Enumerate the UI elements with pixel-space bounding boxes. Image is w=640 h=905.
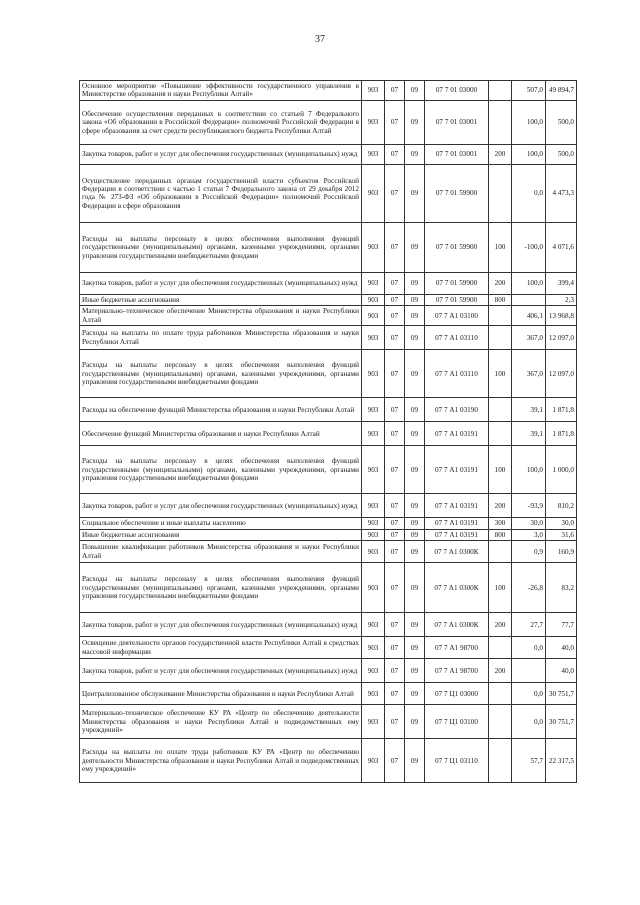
cell-total-amount: 49 894,7	[546, 81, 577, 101]
cell-ministry-code: 903	[362, 306, 385, 326]
cell-name: Централизованное обслуживание Министерства образования и науки Республики Алтай	[80, 683, 362, 705]
cell-subsection: 09	[405, 422, 425, 446]
cell-ministry-code: 903	[362, 494, 385, 518]
table-row	[80, 81, 577, 101]
cell-section: 07	[385, 518, 405, 529]
cell-subsection: 09	[405, 739, 425, 783]
cell-section: 07	[385, 422, 405, 446]
cell-section: 07	[385, 350, 405, 398]
cell-ministry-code: 903	[362, 739, 385, 783]
cell-subsection: 09	[405, 350, 425, 398]
cell-change-amount: 367,0	[512, 350, 546, 398]
cell-total-amount: 31,6	[546, 529, 577, 540]
cell-ministry-code: 903	[362, 705, 385, 739]
cell-section: 07	[385, 683, 405, 705]
table-row	[80, 222, 577, 272]
cell-target-article: 07 7 А1 03110	[425, 326, 489, 350]
budget-table-body	[80, 81, 577, 783]
cell-ministry-code: 903	[362, 164, 385, 222]
cell-total-amount: 1 000,0	[546, 446, 577, 494]
cell-section: 07	[385, 100, 405, 144]
table-row	[80, 446, 577, 494]
cell-section: 07	[385, 222, 405, 272]
cell-expense-type	[489, 306, 512, 326]
table-row	[80, 306, 577, 326]
cell-section: 07	[385, 306, 405, 326]
cell-section: 07	[385, 563, 405, 613]
cell-target-article: 07 7 01 03001	[425, 144, 489, 164]
table-row	[80, 613, 577, 637]
cell-change-amount: 27,7	[512, 613, 546, 637]
cell-target-article: 07 7 А1 98700	[425, 637, 489, 659]
cell-section: 07	[385, 272, 405, 294]
cell-target-article: 07 7 А1 03191	[425, 518, 489, 529]
cell-expense-type	[489, 326, 512, 350]
cell-target-article: 07 7 01 03000	[425, 81, 489, 101]
cell-expense-type	[489, 739, 512, 783]
cell-ministry-code: 903	[362, 518, 385, 529]
cell-target-article: 07 7 А1 03191	[425, 446, 489, 494]
cell-change-amount	[512, 659, 546, 683]
page-number: 37	[315, 34, 325, 45]
table-row	[80, 705, 577, 739]
cell-change-amount: 367,0	[512, 326, 546, 350]
cell-change-amount: 406,1	[512, 306, 546, 326]
cell-total-amount: 40,0	[546, 659, 577, 683]
cell-target-article: 07 7 01 59900	[425, 164, 489, 222]
cell-ministry-code: 903	[362, 81, 385, 101]
cell-subsection: 09	[405, 100, 425, 144]
cell-ministry-code: 903	[362, 613, 385, 637]
cell-total-amount: 12 097,0	[546, 326, 577, 350]
cell-ministry-code: 903	[362, 350, 385, 398]
cell-total-amount: 30,0	[546, 518, 577, 529]
cell-total-amount: 2,3	[546, 294, 577, 305]
cell-ministry-code: 903	[362, 683, 385, 705]
cell-section: 07	[385, 144, 405, 164]
cell-name: Осуществление переданных органам государственной власти субъектов Российской Федерации в соответствии с частью 1 статьи 7 Федерального закона от 29 декабря 2012 года № 273-ФЗ «Об образовании в Российской Федерации» полномочий Российской Федерации в сфере образования	[80, 164, 362, 222]
cell-name: Освещение деятельности органов государственной власти Республики Алтай в средствах массовой информации	[80, 637, 362, 659]
cell-subsection: 09	[405, 494, 425, 518]
table-row	[80, 144, 577, 164]
cell-expense-type	[489, 422, 512, 446]
cell-name: Расходы на выплаты персоналу в целях обеспечения выполнения функций государственными (муниципальными) органами, казенными учреждениями, органами управления государственными внебюджетными фондами	[80, 222, 362, 272]
cell-name: Расходы на обеспечение функций Министерства образования и науки Республики Алтай	[80, 398, 362, 422]
cell-change-amount: 0,0	[512, 683, 546, 705]
cell-target-article: 07 7 01 03001	[425, 100, 489, 144]
cell-name: Расходы на выплаты персоналу в целях обеспечения выполнения функций государственными (муниципальными) органами, казенными учреждениями, органами управления государственными внебюджетными фондами	[80, 446, 362, 494]
table-row	[80, 164, 577, 222]
table-row	[80, 518, 577, 529]
cell-ministry-code: 903	[362, 398, 385, 422]
cell-expense-type: 100	[489, 563, 512, 613]
cell-name: Расходы на выплаты по оплате труда работников КУ РА «Центр по обеспечению деятельности Министерства образования и науки Республики Алтай и подведомственных ему учреждений»	[80, 739, 362, 783]
cell-expense-type: 100	[489, 446, 512, 494]
cell-name: Расходы на выплаты персоналу в целях обеспечения выполнения функций государственными (муниципальными) органами, казенными учреждениями, органами управления государственными внебюджетными фондами	[80, 563, 362, 613]
table-row	[80, 563, 577, 613]
cell-ministry-code: 903	[362, 659, 385, 683]
cell-subsection: 09	[405, 144, 425, 164]
cell-total-amount: 1 871,8	[546, 422, 577, 446]
cell-target-article: 07 7 А1 03191	[425, 529, 489, 540]
cell-subsection: 09	[405, 81, 425, 101]
cell-total-amount: 500,0	[546, 144, 577, 164]
cell-subsection: 09	[405, 637, 425, 659]
cell-section: 07	[385, 659, 405, 683]
cell-change-amount	[512, 294, 546, 305]
table-row	[80, 637, 577, 659]
cell-total-amount: 83,2	[546, 563, 577, 613]
cell-section: 07	[385, 81, 405, 101]
cell-expense-type: 200	[489, 613, 512, 637]
cell-expense-type: 100	[489, 350, 512, 398]
cell-target-article: 07 7 А1 03191	[425, 494, 489, 518]
cell-total-amount: 810,2	[546, 494, 577, 518]
cell-section: 07	[385, 164, 405, 222]
cell-name: Закупка товаров, работ и услуг для обеспечения государственных (муниципальных) нужд	[80, 659, 362, 683]
cell-section: 07	[385, 705, 405, 739]
cell-expense-type: 200	[489, 144, 512, 164]
cell-change-amount: 100,0	[512, 144, 546, 164]
cell-change-amount: 39,1	[512, 422, 546, 446]
cell-expense-type	[489, 705, 512, 739]
cell-section: 07	[385, 637, 405, 659]
cell-change-amount: 3,0	[512, 529, 546, 540]
cell-change-amount: 30,0	[512, 518, 546, 529]
cell-section: 07	[385, 446, 405, 494]
cell-target-article: 07 7 А1 03190	[425, 398, 489, 422]
cell-change-amount: 100,0	[512, 446, 546, 494]
cell-expense-type	[489, 398, 512, 422]
cell-ministry-code: 903	[362, 222, 385, 272]
cell-subsection: 09	[405, 306, 425, 326]
cell-name: Основное мероприятие «Повышение эффективности государственного управления в Министерстве образования и науки Республики Алтай»	[80, 81, 362, 101]
cell-section: 07	[385, 613, 405, 637]
cell-subsection: 09	[405, 683, 425, 705]
cell-name: Повышение квалификации работников Министерства образования и науки Республики Алтай	[80, 541, 362, 563]
cell-subsection: 09	[405, 659, 425, 683]
cell-expense-type	[489, 81, 512, 101]
cell-target-article: 07 7 А1 03100	[425, 306, 489, 326]
cell-name: Закупка товаров, работ и услуг для обеспечения государственных (муниципальных) нужд	[80, 272, 362, 294]
cell-target-article: 07 7 А1 03110	[425, 350, 489, 398]
table-row	[80, 541, 577, 563]
cell-expense-type	[489, 637, 512, 659]
cell-ministry-code: 903	[362, 563, 385, 613]
cell-change-amount: 100,0	[512, 100, 546, 144]
cell-expense-type: 200	[489, 272, 512, 294]
cell-name: Иные бюджетные ассигнования	[80, 529, 362, 540]
table-row	[80, 100, 577, 144]
cell-section: 07	[385, 541, 405, 563]
cell-target-article: 07 7 Ц1 03110	[425, 739, 489, 783]
cell-target-article: 07 7 01 59900	[425, 222, 489, 272]
cell-subsection: 09	[405, 272, 425, 294]
table-row	[80, 683, 577, 705]
cell-change-amount: 39,1	[512, 398, 546, 422]
cell-target-article: 07 7 01 59900	[425, 272, 489, 294]
cell-expense-type: 200	[489, 494, 512, 518]
cell-name: Обеспечение функций Министерства образования и науки Республики Алтай	[80, 422, 362, 446]
cell-total-amount: 4 473,3	[546, 164, 577, 222]
table-row	[80, 350, 577, 398]
cell-name: Закупка товаров, работ и услуг для обеспечения государственных (муниципальных) нужд	[80, 613, 362, 637]
cell-change-amount: 507,0	[512, 81, 546, 101]
table-row	[80, 659, 577, 683]
cell-expense-type	[489, 100, 512, 144]
cell-total-amount: 1 871,8	[546, 398, 577, 422]
table-row	[80, 529, 577, 540]
cell-target-article: 07 7 А1 0300К	[425, 541, 489, 563]
cell-total-amount: 77,7	[546, 613, 577, 637]
table-row	[80, 739, 577, 783]
cell-total-amount: 40,0	[546, 637, 577, 659]
cell-subsection: 09	[405, 529, 425, 540]
cell-expense-type: 300	[489, 518, 512, 529]
cell-target-article: 07 7 Ц1 03000	[425, 683, 489, 705]
table-row	[80, 272, 577, 294]
cell-section: 07	[385, 529, 405, 540]
cell-subsection: 09	[405, 294, 425, 305]
cell-subsection: 09	[405, 446, 425, 494]
cell-ministry-code: 903	[362, 541, 385, 563]
cell-subsection: 09	[405, 164, 425, 222]
cell-expense-type	[489, 541, 512, 563]
cell-expense-type: 800	[489, 529, 512, 540]
cell-name: Материально–техническое обеспечение Министерства образования и науки Республики Алтай	[80, 306, 362, 326]
cell-section: 07	[385, 739, 405, 783]
cell-change-amount: 57,7	[512, 739, 546, 783]
cell-ministry-code: 903	[362, 446, 385, 494]
table-row	[80, 398, 577, 422]
cell-ministry-code: 903	[362, 272, 385, 294]
cell-section: 07	[385, 326, 405, 350]
cell-subsection: 09	[405, 563, 425, 613]
cell-total-amount: 22 317,5	[546, 739, 577, 783]
cell-target-article: 07 7 Ц1 03100	[425, 705, 489, 739]
cell-total-amount: 12 097,0	[546, 350, 577, 398]
cell-ministry-code: 903	[362, 326, 385, 350]
cell-ministry-code: 903	[362, 144, 385, 164]
cell-total-amount: 13 968,8	[546, 306, 577, 326]
cell-expense-type	[489, 164, 512, 222]
cell-subsection: 09	[405, 705, 425, 739]
table-row	[80, 422, 577, 446]
cell-section: 07	[385, 494, 405, 518]
cell-change-amount: 0,0	[512, 705, 546, 739]
cell-target-article: 07 7 А1 98700	[425, 659, 489, 683]
cell-change-amount: 0,0	[512, 164, 546, 222]
table-row	[80, 294, 577, 305]
cell-change-amount: -93,9	[512, 494, 546, 518]
cell-section: 07	[385, 294, 405, 305]
cell-ministry-code: 903	[362, 529, 385, 540]
cell-subsection: 09	[405, 326, 425, 350]
cell-ministry-code: 903	[362, 422, 385, 446]
cell-total-amount: 399,4	[546, 272, 577, 294]
table-row	[80, 494, 577, 518]
cell-subsection: 09	[405, 541, 425, 563]
cell-total-amount: 500,0	[546, 100, 577, 144]
cell-total-amount: 4 071,6	[546, 222, 577, 272]
cell-total-amount: 160,9	[546, 541, 577, 563]
cell-total-amount: 30 751,7	[546, 683, 577, 705]
cell-expense-type: 800	[489, 294, 512, 305]
cell-name: Социальное обеспечение и иные выплаты населению	[80, 518, 362, 529]
cell-subsection: 09	[405, 222, 425, 272]
cell-ministry-code: 903	[362, 637, 385, 659]
cell-name: Расходы на выплаты по оплате труда работников Министерства образования и науки Республики Алтай	[80, 326, 362, 350]
cell-subsection: 09	[405, 518, 425, 529]
budget-table	[79, 80, 577, 783]
cell-expense-type: 200	[489, 659, 512, 683]
cell-name: Иные бюджетные ассигнования	[80, 294, 362, 305]
cell-change-amount: 0,9	[512, 541, 546, 563]
cell-target-article: 07 7 А1 0300К	[425, 613, 489, 637]
cell-subsection: 09	[405, 398, 425, 422]
cell-change-amount: -100,0	[512, 222, 546, 272]
cell-name: Обеспечение осуществления переданных в соответствии со статьей 7 Федерального закона «Об образовании в Российской Федерации» полномочий Российской Федерации в сфере образования за счет средств республиканского бюджета Республики Алтай	[80, 100, 362, 144]
cell-section: 07	[385, 398, 405, 422]
cell-ministry-code: 903	[362, 100, 385, 144]
cell-target-article: 07 7 А1 03191	[425, 422, 489, 446]
cell-change-amount: -26,8	[512, 563, 546, 613]
table-row	[80, 326, 577, 350]
cell-change-amount: 0,0	[512, 637, 546, 659]
cell-ministry-code: 903	[362, 294, 385, 305]
cell-change-amount: 100,0	[512, 272, 546, 294]
cell-total-amount: 30 751,7	[546, 705, 577, 739]
cell-name: Закупка товаров, работ и услуг для обеспечения государственных (муниципальных) нужд	[80, 144, 362, 164]
cell-name: Материально-техническое обеспечение КУ РА «Центр по обеспечению деятельности Министерства образования и науки Республики Алтай и подведомственных ему учреждений»	[80, 705, 362, 739]
cell-subsection: 09	[405, 613, 425, 637]
cell-expense-type	[489, 683, 512, 705]
cell-name: Расходы на выплаты персоналу в целях обеспечения выполнения функций государственными (муниципальными) органами, казенными учреждениями, органами управления государственными внебюджетными фондами	[80, 350, 362, 398]
cell-target-article: 07 7 01 59900	[425, 294, 489, 305]
cell-target-article: 07 7 А1 0300К	[425, 563, 489, 613]
cell-name: Закупка товаров, работ и услуг для обеспечения государственных (муниципальных) нужд	[80, 494, 362, 518]
cell-expense-type: 100	[489, 222, 512, 272]
